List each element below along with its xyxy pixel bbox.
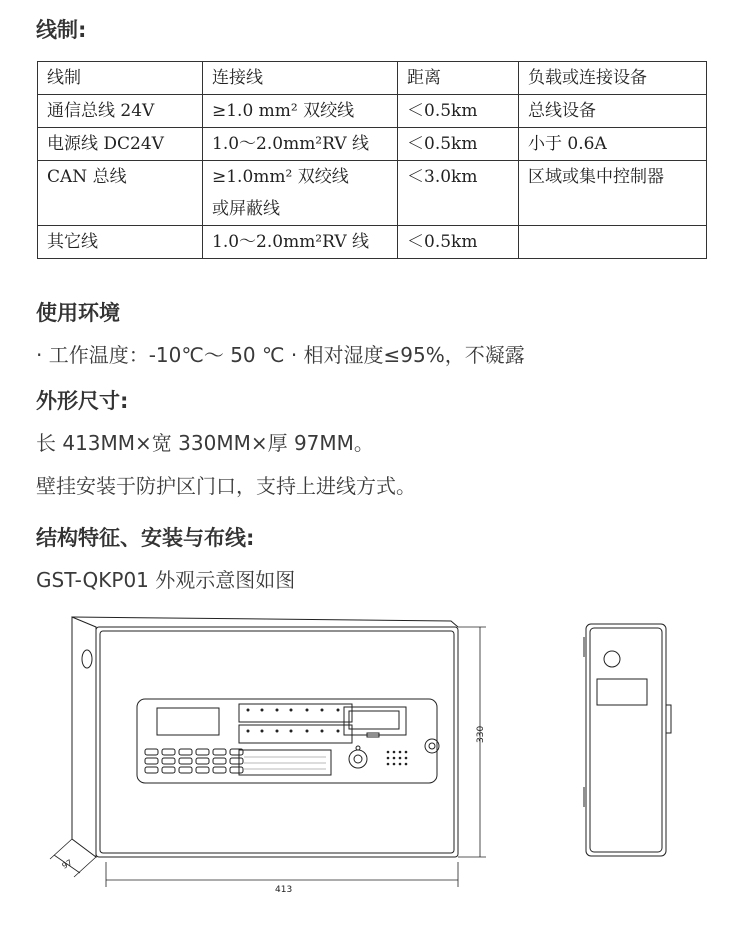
side-knockout-icon: [604, 651, 620, 667]
table-header-cell: 负载或连接设备: [519, 62, 707, 95]
wiring-table: [37, 61, 707, 259]
table-row: [38, 95, 707, 128]
table-cell: ＜0.5km: [398, 226, 519, 259]
table-cell: 电源线 DC24V: [38, 128, 203, 161]
table-cell: CAN 总线: [38, 161, 203, 226]
table-row: [38, 128, 707, 161]
table-header-cell: 距离: [398, 62, 519, 95]
table-header-row: [38, 62, 707, 95]
structure-heading: 结构特征、安装与布线:: [36, 526, 255, 550]
table-row: [38, 226, 707, 259]
environment-heading: 使用环境: [36, 301, 120, 325]
dim-height-label: 330: [476, 725, 486, 743]
table-cell: ＜0.5km: [398, 95, 519, 128]
dim-depth-label: 97: [60, 857, 74, 871]
table-cell: ≥1.0 mm² 双绞线: [203, 95, 398, 128]
key-switch-icon: [349, 750, 367, 768]
table-cell: [519, 226, 707, 259]
wiring-heading: 线制:: [36, 18, 87, 42]
table-cell: 1.0～2.0mm²RV 线: [203, 226, 398, 259]
led-group-top: [239, 704, 352, 722]
size-line: 长 413MM×宽 330MM×厚 97MM。: [36, 431, 374, 455]
dim-width-label: 413: [275, 885, 293, 895]
table-cell: ＜3.0km: [398, 161, 519, 226]
table-header-cell: 线制: [38, 62, 203, 95]
figure-caption: GST-QKP01 外观示意图如图: [36, 568, 296, 592]
table-cell: 其它线: [38, 226, 203, 259]
table-header-cell: 连接线: [203, 62, 398, 95]
table-cell: 区域或集中控制器: [519, 161, 707, 226]
environment-line: · 工作温度：-10℃～ 50 ℃ · 相对湿度≤95%，不凝露: [36, 343, 525, 367]
table-cell: 通信总线 24V: [38, 95, 203, 128]
table-cell: ＜0.5km: [398, 128, 519, 161]
speaker-grille: [387, 751, 408, 766]
instruction-box: [239, 750, 331, 775]
side-knockout-icon: [82, 650, 92, 668]
front-panel: [96, 627, 458, 857]
control-plate: [137, 699, 437, 783]
front-view: [50, 617, 486, 895]
table-cell: 1.0～2.0mm²RV 线: [203, 128, 398, 161]
side-label-window: [597, 679, 647, 705]
side-view: [584, 624, 671, 856]
keypad: [145, 749, 243, 773]
table-cell: 总线设备: [519, 95, 707, 128]
mount-line: 壁挂安装于防护区门口，支持上进线方式。: [36, 474, 416, 498]
table-cell: 小于 0.6A: [519, 128, 707, 161]
size-heading: 外形尺寸:: [36, 389, 129, 413]
lcd-display: [157, 708, 219, 735]
table-cell: ≥1.0mm² 双绞线 或屏蔽线: [203, 161, 398, 226]
device-drawing: [26, 607, 689, 933]
table-row: [38, 161, 707, 226]
led-group-bottom: [239, 725, 352, 743]
